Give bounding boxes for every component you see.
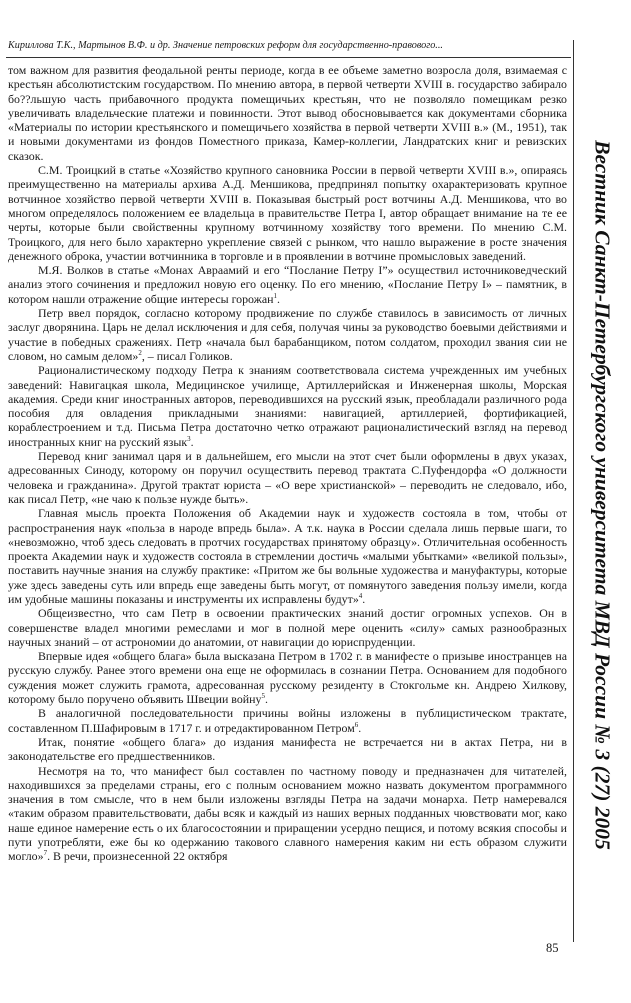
paragraph bbox=[8, 506, 567, 606]
paragraph-text: Впервые идея «общего блага» была высказана Петром в 1702 г. в манифесте о призыве иностранцев на русскую службу. Ранее этого времени она еще не оформилась в сознании Петра. Основанием для подобного суждения может служить грамота, адресованная русскому резиденту в Стокгольме кн. Андрею Хилкову, которому было поручено объявить Швеции войну bbox=[8, 649, 567, 707]
paragraph bbox=[8, 163, 567, 263]
footnote-ref: 4 bbox=[358, 592, 363, 601]
paragraph bbox=[8, 735, 567, 764]
paragraph-tail: . bbox=[190, 434, 194, 449]
paragraph-text: Общеизвестно, что сам Петр в освоении практических знаний достиг огромных успехов. Он в совершенстве владел многими ремеслами и мог в полной мере оценить «силу» самых разнообразных научных знаний – от астрономии до анатомии, от навигации до юриспруденции. bbox=[8, 606, 567, 649]
footnote-ref: 5 bbox=[261, 692, 265, 701]
footnote-ref: 7 bbox=[43, 849, 48, 858]
paragraph-text: Несмотря на то, что манифест был составлен по частному поводу и предназначен для читателей, находившихся за пределами страны, его с полным основанием можно назвать документом программного значения в том смысле, что в нем были изложены взгляды Петра на задачи монарха. Петр намеревался «таким образом правительствовати, дабы всяк и каждый из наших верных подданных чювствовати мог, како наше единое намерение есть о их благосостоянии и приращении усердно пещися, и потому всякия способы и пути употребляти, еже бы ко одержанию такового славного намерения каким ни есть образом служити могло» bbox=[8, 763, 567, 864]
header-rule bbox=[6, 57, 571, 58]
running-head: Кириллова Т.К., Мартынов В.Ф. и др. Значение петровских реформ для государственно-правового... bbox=[8, 40, 443, 51]
journal-title: Вестник Санкт-Петербургского университета МВД России № 3 (27) 2005 bbox=[590, 140, 615, 850]
paragraph-tail: . bbox=[264, 692, 268, 707]
sidebar bbox=[576, 60, 628, 930]
footnote-ref: 2 bbox=[138, 348, 142, 357]
paragraph bbox=[8, 706, 567, 735]
page-number: 85 bbox=[546, 941, 559, 955]
paragraph-text: Главная мысль проекта Положения об Академии наук и художеств состояла в том, чтобы от распространения наук «польза в народе впредь была». А т.к. наука в России сделала лишь первые шаги, то «невозможно, чтоб здесь следовать в протчих государствах принятому образцу». Отличительная особенность проекта Академии наук и художеств состояла в стремлении достичь «малыми убытками» «великой пользы», поставить научные знания на службу практике: «Притом же бы вольные художества и мануфактуры, которые уже здесь заведены суть или впредь еще заведены быть могут, от помянутого заведения пользу имели, когда им удобные машины показаны и инструменты их исправлены будут» bbox=[8, 506, 567, 606]
paragraph-tail: . В речи, произнесенной 22 октября bbox=[47, 849, 228, 864]
paragraph-text: Рационалистическому подходу Петра к знаниям соответствовала система учрежденных им учебных заведений: Навигацкая школа, Медицинское училище, Артиллерийская и Инженерная школы, Морская академия. Среди книг иностранных авторов, переводившихся на русский язык, преобладали различного рода пособия для овладения прикладными знаниями: навигацией, артиллерией, фортификацией, кораблестроением и т.д. Письма Петра достаточно четко отражают рационалистический взгляд на перевод иностранных книг на русский язык bbox=[8, 363, 567, 449]
paragraph-text: М.Я. Волков в статье «Монах Авраамий и его “Послание Петру I”» осуществил источниковедческий анализ этого сочинения и предложил новую его оценку. По его мнению, «Послание Петру I» – памятник, в котором нашли отражение общие интересы горожан bbox=[8, 263, 567, 306]
paragraph bbox=[8, 764, 567, 864]
footnote-ref: 1 bbox=[273, 291, 278, 300]
paragraph bbox=[8, 306, 567, 363]
paragraph bbox=[8, 449, 567, 506]
paragraph-text: В аналогичной последовательности причины войны изложены в публицистическом трактате, составленном П.Шафировым в 1717 г. и отредактированном Петром bbox=[8, 706, 567, 735]
paragraph-tail: , – писал Голиков. bbox=[141, 348, 233, 363]
sidebar-rule bbox=[573, 40, 574, 942]
paragraph-text: Петр ввел порядок, согласно которому продвижение по службе ставилось в зависимость от личных заслуг дворянина. Царь не делал исключения и для себя, получая чины за руководство боевыми действиями и участие в победных сражениях. Петр «начала был барабанщиком, потом солдатом, проходил звания сии не словом, но самым делом» bbox=[8, 306, 567, 363]
paragraph bbox=[8, 606, 567, 649]
paragraph-tail: . bbox=[358, 720, 362, 735]
paragraph-text: Перевод книг занимал царя и в дальнейшем, его мысли на этот счет были оформлены в двух указах, адресованных Синоду, которому он поручил осуществить перевод трактата С.Пуфендорфа «О должности человека и гражданина». Другой трактат юриста – «О вере христианской» – переводить не следовало, ибо, как писал Петр, «не чаю к пользе нужде быть». bbox=[8, 449, 567, 506]
paragraph bbox=[8, 263, 567, 306]
paragraph-text: С.М. Троицкий в статье «Хозяйство крупного сановника России в первой четверти XVIII в.», опираясь преимущественно на материалы архива А.Д. Меншикова, предпринял попытку охарактеризовать крупное вотчинное хозяйство первой четверти XVIII в. Показывая быстрый рост вотчины А.Д. Меншикова, что во многом определялось положением ее владельца в правительстве Петра I, автор обращает внимание на те ее черты, которые были свойственны крупному вотчинному хозяйству того времени. По мнению С.М. Троицкого, для него было характерно укрепление связей с рынком, что нашло выражение в росте значения денежного оброка, участии вотчинника в торговле и в проявлении в вотчине промысловых заведений. bbox=[8, 163, 567, 263]
paragraph-text: Итак, понятие «общего блага» до издания манифеста не встречается ни в актах Петра, ни в законодательстве его предшественников. bbox=[8, 734, 567, 764]
paragraph-tail: . bbox=[362, 591, 366, 606]
paragraph-tail: . bbox=[277, 291, 281, 306]
footnote-ref: 3 bbox=[187, 434, 191, 443]
paragraph bbox=[8, 63, 567, 163]
paragraph bbox=[8, 649, 567, 706]
paragraph-text: том важном для развития феодальной ренты периоде, когда в ее объеме заметно возросла доля, взимаемая с крестьян абсолютистским государством. По мнению автора, в первой четверти XVIII в. государство забирало бо??льшую часть прибавочного продукта помещичьих крестьян, что не позволяло помещикам резко увеличивать владельческие платежи и повинности. Этот вывод обосновывается как документами сборника «Материалы по истории крестьянского и помещичьего хозяйства в первой четверти XVIII в.» (М., 1951), так и новыми документами из фондов Поместного приказа, Камер-коллегии, Ландратских книг и ревизских сказок. bbox=[8, 63, 567, 163]
article-body bbox=[8, 63, 567, 864]
footnote-ref: 6 bbox=[354, 720, 359, 729]
paragraph bbox=[8, 363, 567, 449]
